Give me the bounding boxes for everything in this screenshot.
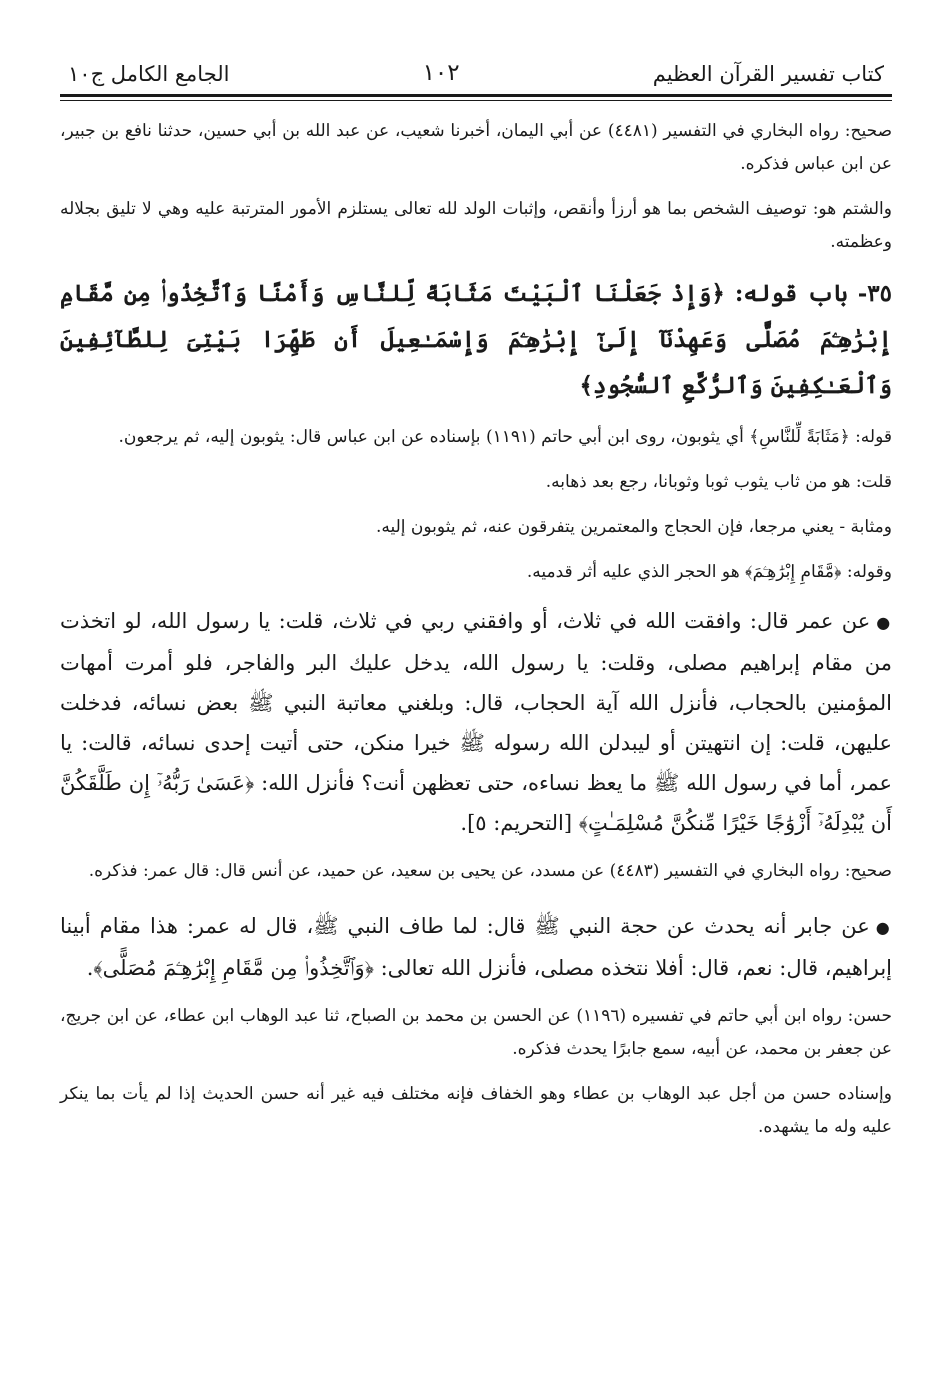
takhrij-paragraph: حسن: رواه ابن أبي حاتم في تفسيره (١١٩٦) عن الحسن بن محمد بن الصباح، ثنا عبد الوهاب ابن عطاء، عن ابن جريج، عن جعفر بن محمد، عن أبيه، سمع جابرًا يحدث فذكره. [60,1006,892,1059]
commentary-paragraph: قلت: هو من ثاب يثوب ثوبا وثوبانا، رجع بعد ذهابه. [545,472,892,492]
book-page [60,60,892,1144]
series-title: الجامع الكامل ج١٠ [68,62,230,86]
chapter-heading: ٣٥- باب قوله: ﴿وَإِذْ جَعَلْنَا ٱلْبَيْتَ مَثَابَةً لِّلنَّاسِ وَأَمْنًا وَٱتَّخِذُوا۟ مِن مَّقَامِ إِبْرَٰهِـۧمَ مُصَلًّى وَعَهِدْنَآ إِلَىٰٓ إِبْرَٰهِـۧمَ وَإِسْمَـٰعِيلَ أَن طَهِّرَا بَيْتِىَ لِلطَّآئِفِينَ وَٱلْعَـٰكِفِينَ وَٱلرُّكَّعِ ٱلسُّجُودِ﴾ [60,280,892,399]
header-rule-thick [60,94,892,97]
commentary-paragraph: قوله: ﴿مَثَابَةً لِّلنَّاسِ﴾ أي يثوبون، روى ابن أبي حاتم (١١٩١) بإسناده عن ابن عباس قال: يثوبون إليه، ثم يرجعون. [118,427,892,447]
page-content [60,115,892,1144]
running-header [60,60,892,92]
hadith-paragraph: ●عن جابر أنه يحدث عن حجة النبي ﷺ قال: لما طاف النبي ﷺ، قال له عمر: هذا مقام أبينا إبراهيم، قال: نعم، قال: أفلا نتخذه مصلى، فأنزل الله تعالى: ﴿وَٱتَّخِذُوا۟ مِن مَّقَامِ إِبْرَٰهِـۧمَ مُصَلًّى﴾. [60,914,892,980]
header-rule-thin [60,100,892,101]
takhrij-paragraph: صحيح: رواه البخاري في التفسير (٤٤٨٣) عن مسدد، عن يحيى بن سعيد، عن حميد، عن أنس قال: قال عمر: فذكره. [88,861,892,881]
commentary-paragraph: وقوله: ﴿مَّقَامِ إِبْرَٰهِـۧمَ﴾ هو الحجر الذي عليه أثر قدميه. [526,562,892,582]
takhrij-paragraph: صحيح: رواه البخاري في التفسير (٤٤٨١) عن أبي اليمان، أخبرنا شعيب، عن عبد الله بن أبي حسين، حدثنا نافع بن جبير، عن ابن عباس فذكره. [60,121,892,174]
commentary-paragraph: والشتم هو: توصيف الشخص بما هو أرزأ وأنقص، وإثبات الولد لله تعالى يستلزم الأمور المترتبة عليه وهي لا تليق بجلاله وعظمته. [60,199,892,252]
commentary-paragraph: وإسناده حسن من أجل عبد الوهاب بن عطاء وهو الخفاف فإنه مختلف فيه غير أنه حسن الحديث إذا لم يأت بما ينكر عليه وله ما يشهده. [60,1084,892,1137]
bullet-icon: ● [875,918,892,937]
bullet-icon: ● [876,613,892,632]
page-number: ١٠٢ [422,60,460,86]
hadith-paragraph: ●عن عمر قال: وافقت الله في ثلاث، أو وافقني ربي في ثلاث، قلت: يا رسول الله، لو اتخذت من مقام إبراهيم مصلى، وقلت: يا رسول الله، يدخل عليك البر والفاجر، فلو أمرت أمهات المؤمنين بالحجاب، فأنزل الله آية الحجاب، قال: وبلغني معاتبة النبي ﷺ بعض نسائه، فدخلت عليهن، قلت: إن انتهيتن أو ليبدلن الله رسوله ﷺ خيرا منكن، حتى أتيت إحدى نسائه، قالت: يا عمر، أما في رسول الله ﷺ ما يعظ نساءه، حتى تعظهن أنت؟ فأنزل الله: ﴿عَسَىٰ رَبُّهُۥٓ إِن طَلَّقَكُنَّ أَن يُبْدِلَهُۥٓ أَزْوَٰجًا خَيْرًا مِّنكُنَّ مُسْلِمَـٰتٍ﴾ [التحريم: ٥]. [60,609,892,835]
book-title: كتاب تفسير القرآن العظيم [652,62,884,86]
commentary-paragraph: ومثابة - يعني مرجعا، فإن الحجاج والمعتمرين يتفرقون عنه، ثم يثوبون إليه. [375,517,892,537]
